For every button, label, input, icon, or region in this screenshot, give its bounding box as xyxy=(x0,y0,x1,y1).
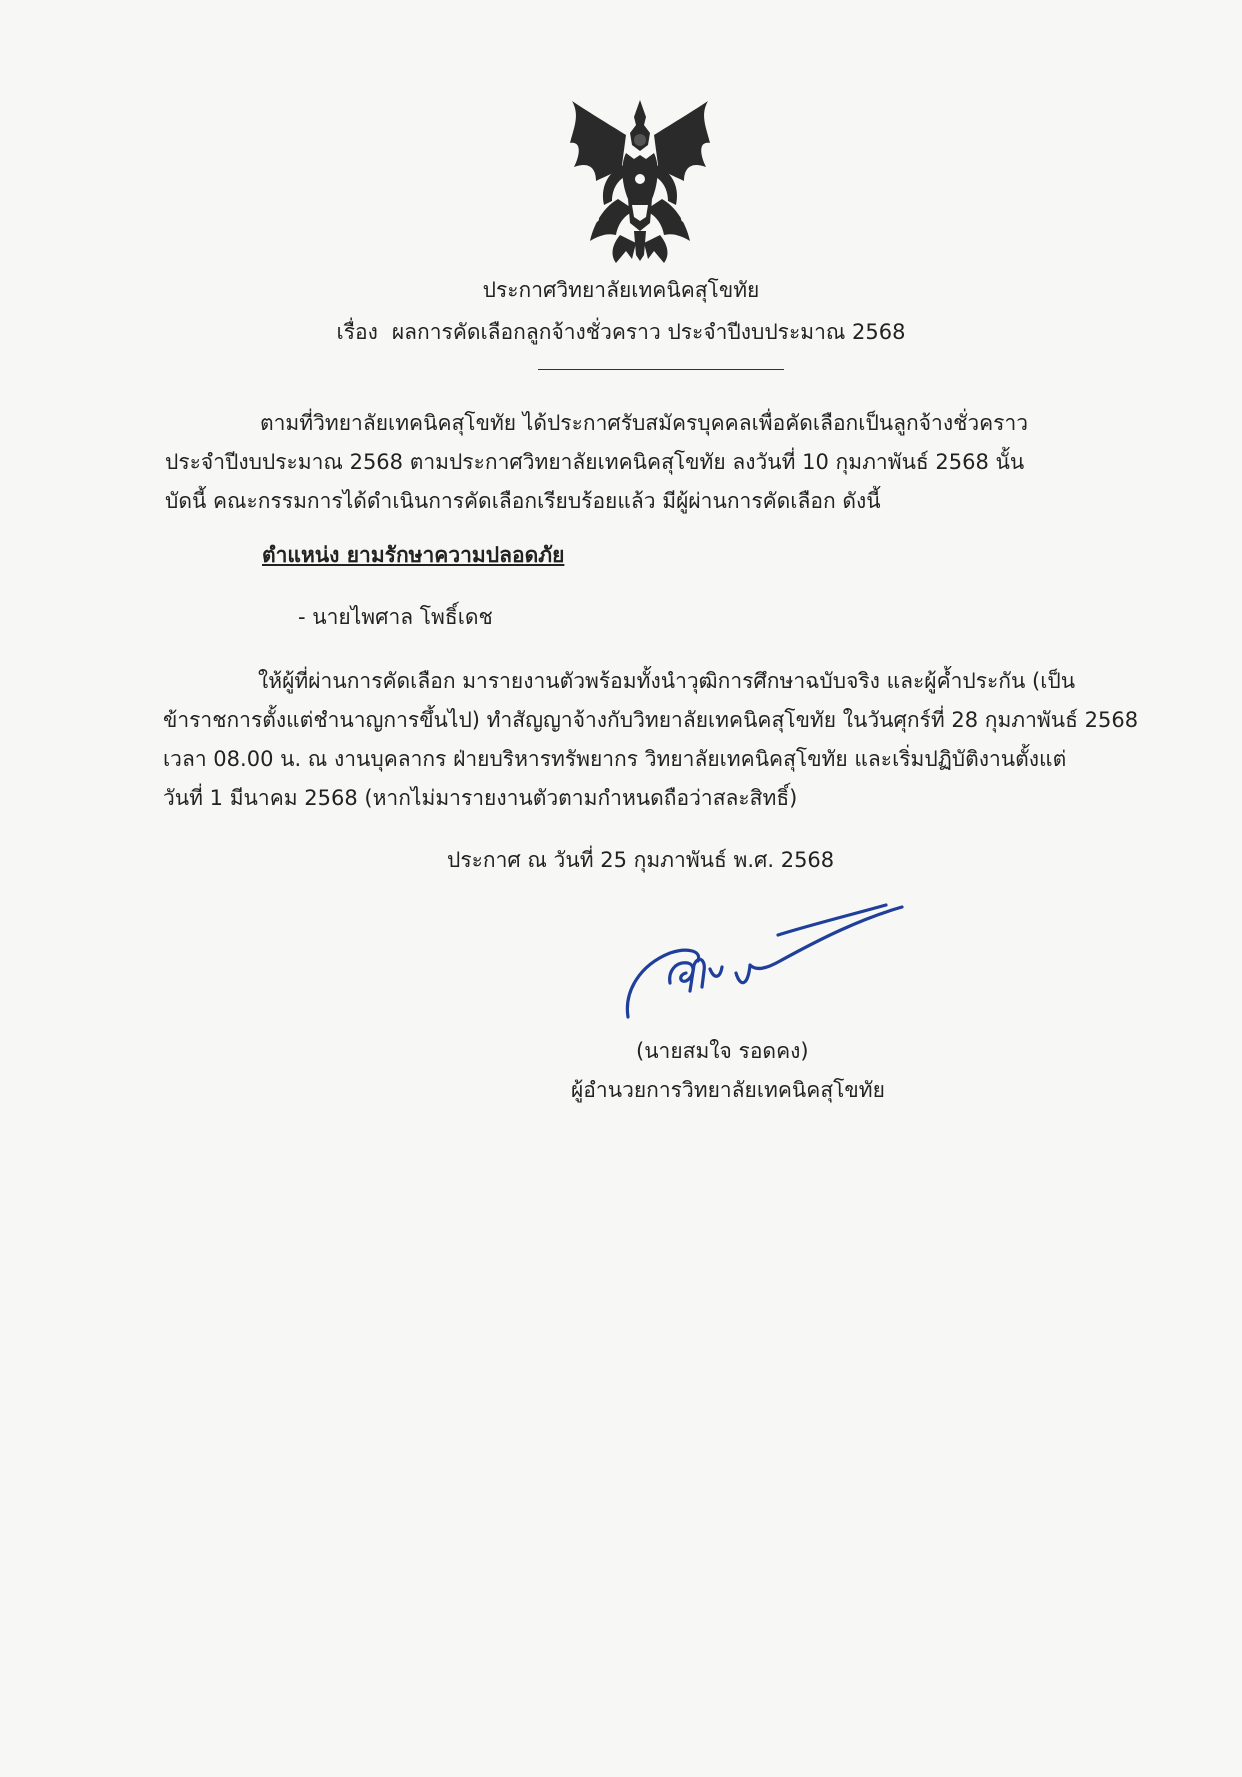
subject-prefix: เรื่อง xyxy=(336,320,378,344)
position-heading: ตำแหน่ง ยามรักษาความปลอดภัย xyxy=(262,543,565,567)
document-title: ประกาศวิทยาลัยเทคนิคสุโขทัย xyxy=(482,278,760,302)
signer-position: ผู้อำนวยการวิทยาลัยเทคนิคสุโขทัย xyxy=(571,1078,885,1102)
handwritten-signature-icon xyxy=(610,895,910,1025)
paragraph-1-line-2: ประจำปีงบประมาณ 2568 ตามประกาศวิทยาลัยเทคนิคสุโขทัย ลงวันที่ 10 กุมภาพันธ์ 2568 นั้น xyxy=(165,450,1025,474)
paragraph-2-line-1: ให้ผู้ที่ผ่านการคัดเลือก มารายงานตัวพร้อมทั้งนำวุฒิการศึกษาฉบับจริง และผู้ค้ำประกัน (เป็น xyxy=(258,669,1076,693)
selected-person: - นายไพศาล โพธิ์เดช xyxy=(298,605,493,629)
paragraph-2-line-3: เวลา 08.00 น. ณ งานบุคลากร ฝ่ายบริหารทรัพยากร วิทยาลัยเทคนิคสุโขทัย และเริ่มปฏิบัติงานตั้งแต่ xyxy=(163,747,1067,771)
signer-name: (นายสมใจ รอดคง) xyxy=(636,1039,809,1063)
garuda-emblem-icon xyxy=(560,95,720,265)
paragraph-1-line-3: บัดนี้ คณะกรรมการได้ดำเนินการคัดเลือกเรียบร้อยแล้ว มีผู้ผ่านการคัดเลือก ดังนี้ xyxy=(165,489,881,513)
paragraph-1-line-1: ตามที่วิทยาลัยเทคนิคสุโขทัย ได้ประกาศรับสมัครบุคคลเพื่อคัดเลือกเป็นลูกจ้างชั่วคราว xyxy=(260,411,1029,435)
subject-text: ผลการคัดเลือกลูกจ้างชั่วคราว ประจำปีงบประมาณ 2568 xyxy=(391,320,906,344)
paragraph-2-line-2: ข้าราชการตั้งแต่ชำนาญการขึ้นไป) ทำสัญญาจ้างกับวิทยาลัยเทคนิคสุโขทัย ในวันศุกร์ที่ 28 กุมภาพันธ์ 2568 xyxy=(163,708,1139,732)
announcement-date: ประกาศ ณ วันที่ 25 กุมภาพันธ์ พ.ศ. 2568 xyxy=(447,848,835,872)
paragraph-2-line-4: วันที่ 1 มีนาคม 2568 (หากไม่มารายงานตัวตามกำหนดถือว่าสละสิทธิ์) xyxy=(163,786,798,810)
document-subject xyxy=(0,317,1242,347)
title-divider xyxy=(538,369,784,370)
